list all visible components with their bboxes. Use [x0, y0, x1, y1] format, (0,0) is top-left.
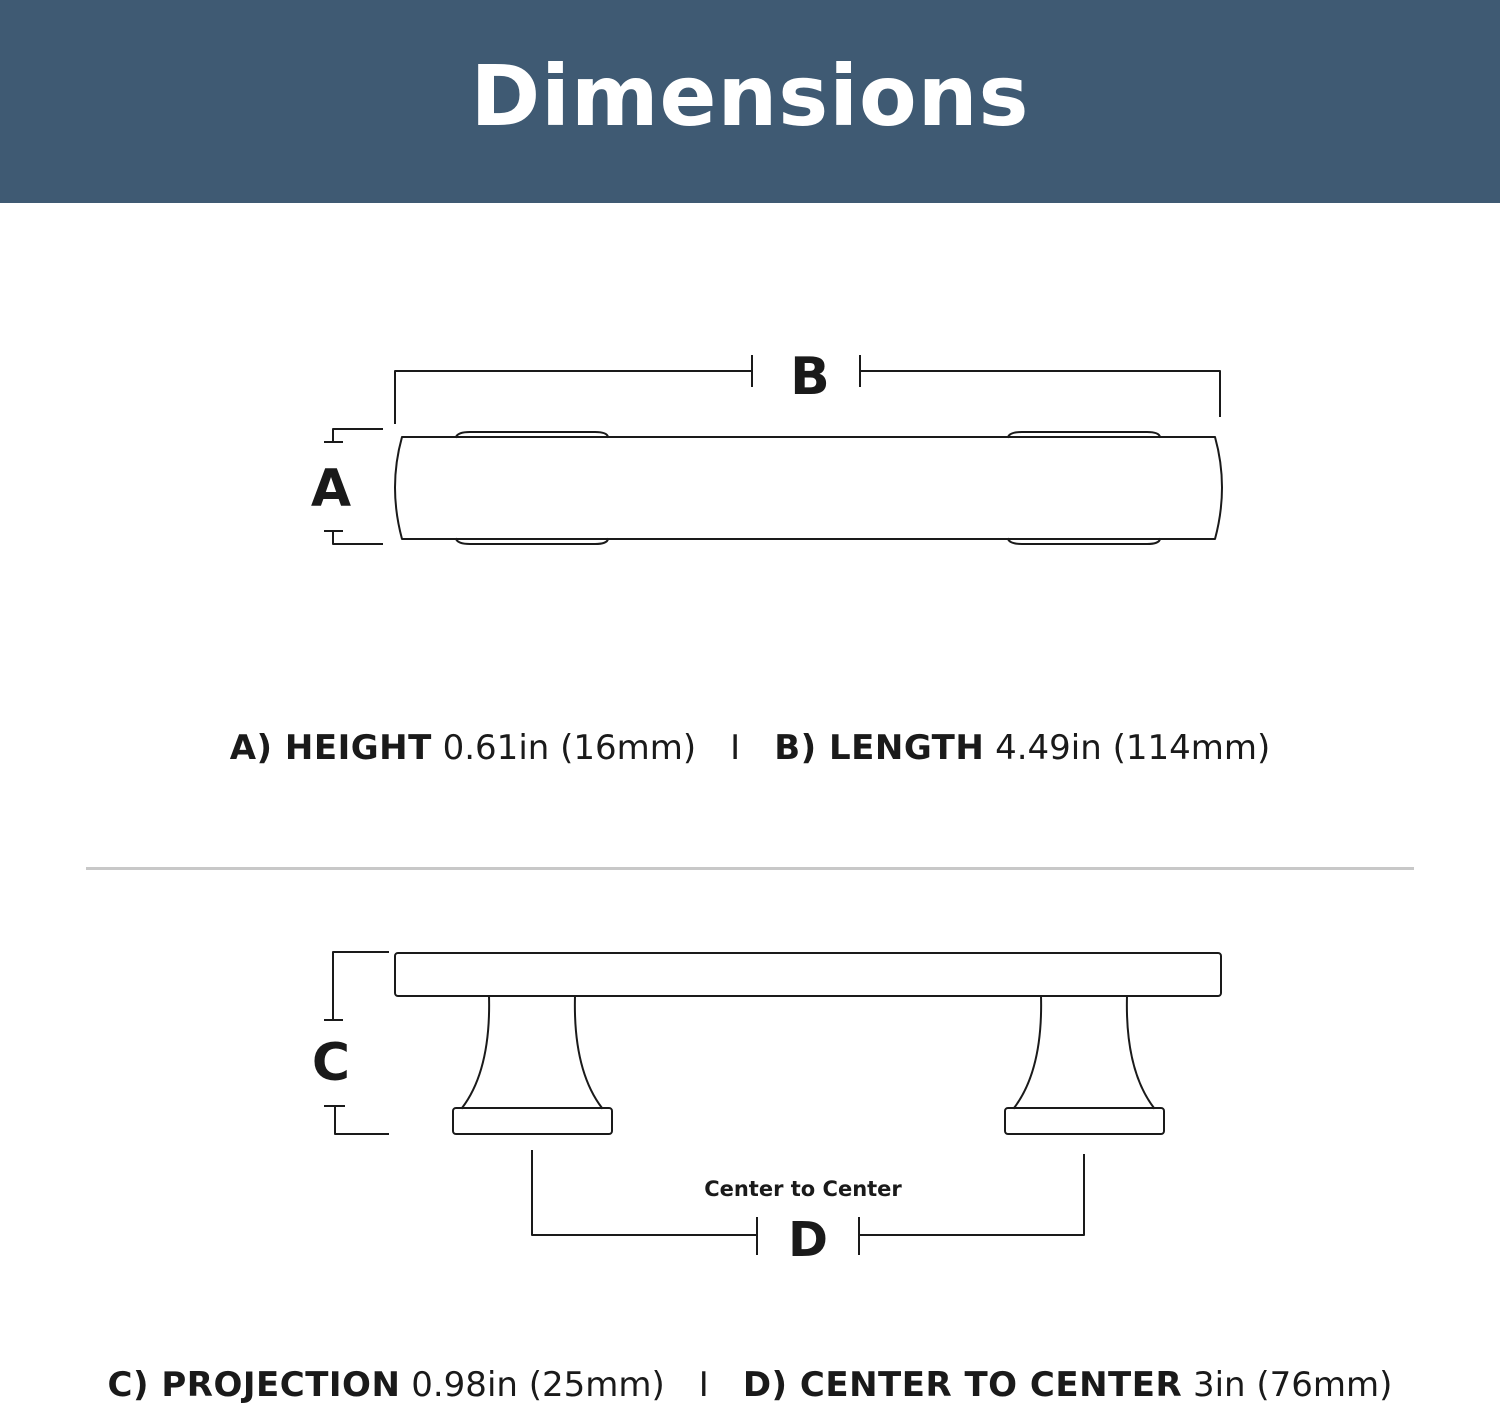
center-to-center-value: 3in (76mm): [1192, 1365, 1393, 1405]
page-title: Dimensions: [470, 46, 1030, 145]
projection-center-specs: [0, 1365, 1500, 1405]
handle-side-view: [395, 953, 1221, 1134]
height-label: A) HEIGHT: [229, 728, 432, 768]
projection-label: C) PROJECTION: [107, 1365, 401, 1405]
center-to-center-note: Center to Center: [704, 1177, 902, 1201]
spec-separator: I: [698, 1365, 709, 1405]
projection-value: 0.98in (25mm): [411, 1365, 665, 1405]
label-a: A: [310, 459, 352, 519]
section-divider: [86, 867, 1414, 870]
label-b: B: [790, 347, 830, 407]
height-length-specs: [0, 728, 1500, 768]
center-to-center-label: D) CENTER TO CENTER: [742, 1365, 1183, 1405]
length-value: 4.49in (114mm): [995, 728, 1271, 768]
handle-top-view: [395, 432, 1222, 544]
label-c: C: [311, 1033, 351, 1093]
spec-separator: I: [730, 728, 741, 768]
label-d: D: [788, 1212, 828, 1268]
height-value: 0.61in (16mm): [442, 728, 697, 768]
length-label: B) LENGTH: [774, 728, 985, 768]
